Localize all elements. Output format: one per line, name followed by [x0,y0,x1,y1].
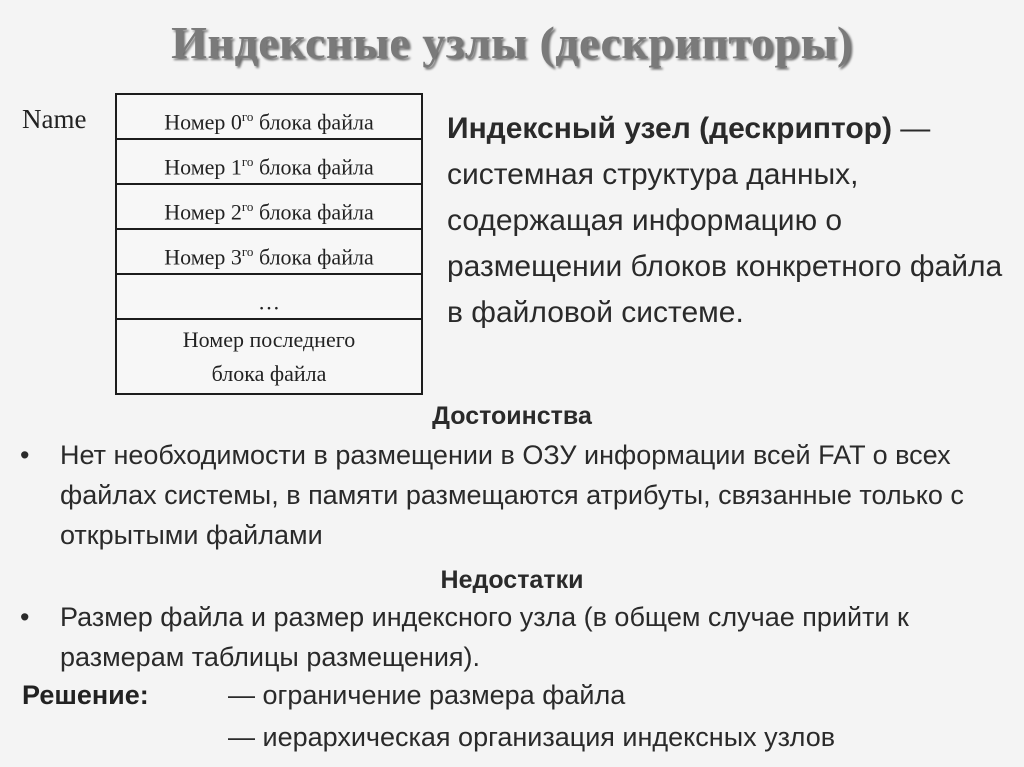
slide-title: Индексные узлы (дескрипторы) [171,17,853,68]
table-row: Номер $3^{го}$ блока файла [117,230,421,275]
solution-item: — иерархическая организация индексных узлов [228,722,836,752]
bullet-dot: • [20,602,30,632]
disadvantages-item [20,597,1010,679]
advantages-item [20,435,1010,560]
table-row: Номер $1^{го}$ блока файла [117,140,421,185]
solution-item: — ограничение размера файла [228,680,626,710]
table-row: Номер $2^{го}$ блока файла [117,185,421,230]
solution-label: Решение: [22,680,149,710]
table-row: Номер $0^{го}$ блока файла [117,95,421,140]
bullet-dot: • [20,440,30,470]
definition-term: Индексный узел (дескриптор) [447,112,892,145]
advantages-text: Нет необходимости в размещении в ОЗУ информации всей FAT о всех файлах системы, в памяти размещаются атрибуты, связанные только с открытыми файлами [60,440,964,550]
table-row-last: Номер последнего блока файла [182,327,356,386]
definition-text: — системная структура данных, содержащая информацию о размещении блоков конкретного файла в файловой системе. [447,112,1003,329]
disadvantages-text: Размер файла и размер индексного узла (в общем случае прийти к размерам таблицы размещения). [60,602,909,672]
definition [447,106,1017,336]
table-row-ellipsis: … [117,275,421,320]
advantages-title: Достоинства [432,402,592,430]
disadvantages-title: Недостатки [440,566,584,594]
name-label: Name [22,104,87,134]
inode-table [115,93,423,395]
